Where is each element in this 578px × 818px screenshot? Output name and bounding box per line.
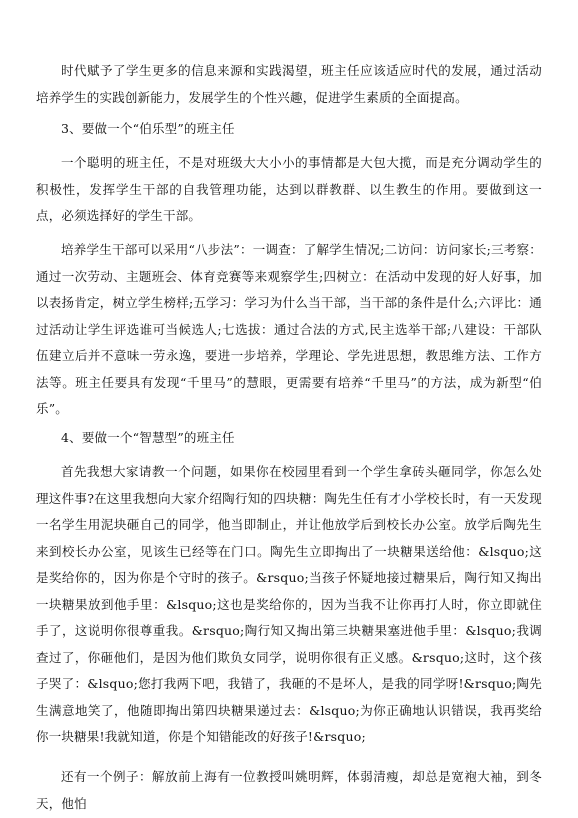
paragraph-intro: 时代赋予了学生更多的信息来源和实践渴望，班主任应该适应时代的发展，通过活动培养学生的实践创新能力，发展学生的个性兴趣，促进学生素质的全面提高。 — [36, 63, 542, 105]
paragraph-four-candies: 首先我想大家请教一个问题，如果你在校园里看到一个学生拿砖头砸同学，你怎么处理这件事?在这里我想向大家介绍陶行知的四块糖：陶先生任有才小学校长时，有一天发现一名学生用泥块砸自己的同学，他当即制止，并让他放学后到校长办公室。放学后陶先生来到校长办公室，见该生已经等在门口。陶先生立即掏出了一块糖果送给他：&lsquo;这是奖给你的，因为你是个守时的孩子。&rsquo;当孩子怀疑地接过糖果后，陶行知又掏出一块糖果放到他手里：&lsquo;这也是奖给你的，因为当我不让你再打人时，你立即就住手了，这说明你很尊重我。&rsquo;陶行知又掏出第三块糖果塞进他手里：&lsquo;我调查过了，你砸他们，是因为他们欺负女同学，说明你很有正义感。&rsquo;这时，这个孩子哭了：&lsquo;您打我两下吧，我错了，我砸的不是坏人，是我的同学呀!&rsquo;陶先生满意地笑了，他随即掏出第四块糖果递过去：&lsquo;为你正确地认识错误，我再奖给你一块糖果!我就知道，你是个知错能改的好孩子!&rsquo; — [36, 464, 542, 744]
paragraph-another-example: 还有一个例子：解放前上海有一位教授叫姚明辉，体弱清瘦，却总是宽袍大袖，到冬天，他怕 — [36, 769, 542, 811]
section-heading-3: 3、要做一个“伯乐型”的班主任 — [61, 121, 235, 136]
paragraph-eight-steps: 培养学生干部可以采用“八步法”：一调查：了解学生情况;二访问：访问家长;三考察：通过一次劳动、主题班会、体育竞赛等来观察学生;四树立：在活动中发现的好人好事，加以表扬肯定，树立学生榜样;五学习：学习为什么当干部，当干部的条件是什么;六评比：通过活动让学生评选谁可当候选人;七选拔：通过合法的方式,民主选举干部;八建设：干部队伍建立后并不意味一劳永逸，要进一步培养，学理论、学先进思想，教思维方法、工作方法等。班主任要具有发现“千里马”的慧眼，更需要有培养“千里马”的方法，成为新型“伯乐”。 — [36, 242, 542, 416]
section-heading-4: 4、要做一个“智慧型”的班主任 — [61, 430, 235, 445]
paragraph-bole-intro: 一个聪明的班主任，不是对班级大大小小的事情都是大包大揽，而是充分调动学生的积极性，发挥学生干部的自我管理功能，达到以群教群、以生教生的作用。要做到这一点，必须选择好的学生干部。 — [36, 155, 542, 223]
